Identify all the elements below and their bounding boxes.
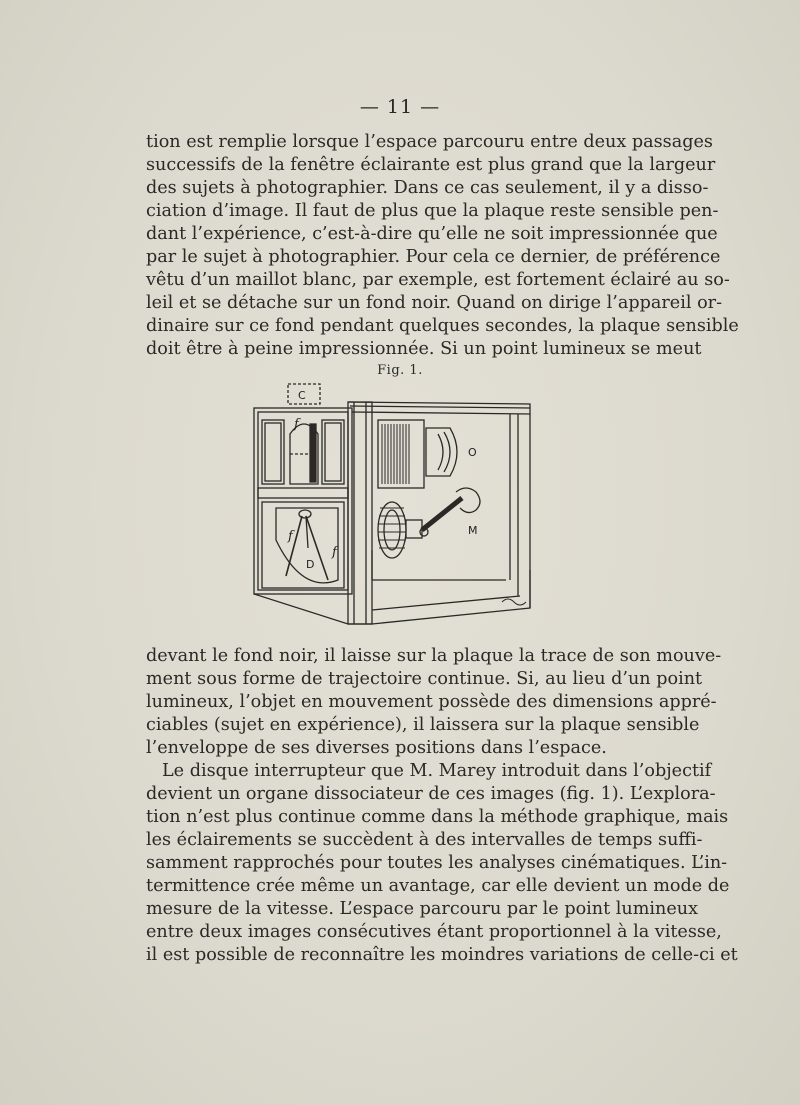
text-line: devient un organe dissociateur de ces images (fig. 1). L’explora- — [146, 784, 716, 804]
crank-arm — [422, 498, 462, 530]
shutter-blade — [310, 424, 316, 482]
text-line: par le sujet à photographier. Pour cela ce dernier, de préférence — [146, 247, 721, 267]
text-line: mesure de la vitesse. L’espace parcouru par le point lumineux — [146, 899, 699, 919]
text-line: Le disque interrupteur que M. Marey introduit dans l’objectif — [162, 761, 712, 781]
text-line: leil et se détache sur un fond noir. Quand on dirige l’appareil or- — [146, 293, 723, 313]
text-line: ment sous forme de trajectoire continue. Si, au lieu d’un point — [146, 669, 703, 689]
text-line: devant le fond noir, il laisse sur la plaque la trace de son mouve- — [146, 646, 722, 666]
text-line: dant l’expérience, c’est-à-dire qu’elle ne soit impressionnée que — [146, 224, 718, 244]
text-line: doit être à peine impressionnée. Si un point lumineux se meut — [146, 339, 702, 359]
label-f-right: f — [332, 545, 337, 560]
camera-front-frame — [254, 408, 352, 594]
label-c: C — [298, 389, 306, 402]
page-number: — 11 — — [359, 96, 441, 118]
text-line: entre deux images consécutives étant proportionnel à la vitesse, — [146, 922, 722, 942]
front-divider — [258, 488, 348, 498]
label-d: D — [306, 558, 315, 571]
paragraph-top — [146, 131, 739, 361]
text-line: les éclairements se succèdent à des intervalles de temps suffi- — [146, 830, 703, 850]
label-f-top: f — [294, 417, 299, 432]
objective-lens — [426, 428, 457, 476]
text-line: ciation d’image. Il faut de plus que la plaque reste sensible pen- — [146, 201, 719, 221]
text-line: des sujets à photographier. Dans ce cas seulement, il y a disso- — [146, 178, 709, 198]
text-line: l’enveloppe de ses diverses positions dans l’espace. — [146, 738, 607, 758]
label-m: M — [468, 524, 478, 537]
camera-front-inner — [258, 412, 348, 590]
text-line: il est possible de reconnaître les moindres variations de celle-ci et — [146, 945, 738, 965]
figure-caption: Fig. 1. — [377, 363, 423, 378]
camera-drawing — [250, 380, 542, 626]
label-o: O — [468, 446, 477, 459]
text-line: dinaire sur ce fond pendant quelques secondes, la plaque sensible — [146, 316, 739, 336]
figure-camera-illustration — [250, 380, 542, 626]
label-f-left: f — [288, 529, 293, 544]
text-line: ciables (sujet en expérience), il laissera sur la plaque sensible — [146, 715, 700, 735]
paragraph-bottom — [146, 645, 738, 967]
text-line: termittence crée même un avantage, car elle devient un mode de — [146, 876, 730, 896]
text-line: successifs de la fenêtre éclairante est plus grand que la largeur — [146, 155, 716, 175]
text-line: tion n’est plus continue comme dans la méthode graphique, mais — [146, 807, 729, 827]
text-line: samment rapprochés pour toutes les analyses cinématiques. L’in- — [146, 853, 728, 873]
camera-base — [254, 570, 530, 624]
text-line: lumineux, l’objet en mouvement possède des dimensions appré- — [146, 692, 717, 712]
text-line: tion est remplie lorsque l’espace parcouru entre deux passages — [146, 132, 713, 152]
gear-hub — [406, 520, 422, 538]
text-line: vêtu d’un maillot blanc, par exemple, est fortement éclairé au so- — [146, 270, 730, 290]
